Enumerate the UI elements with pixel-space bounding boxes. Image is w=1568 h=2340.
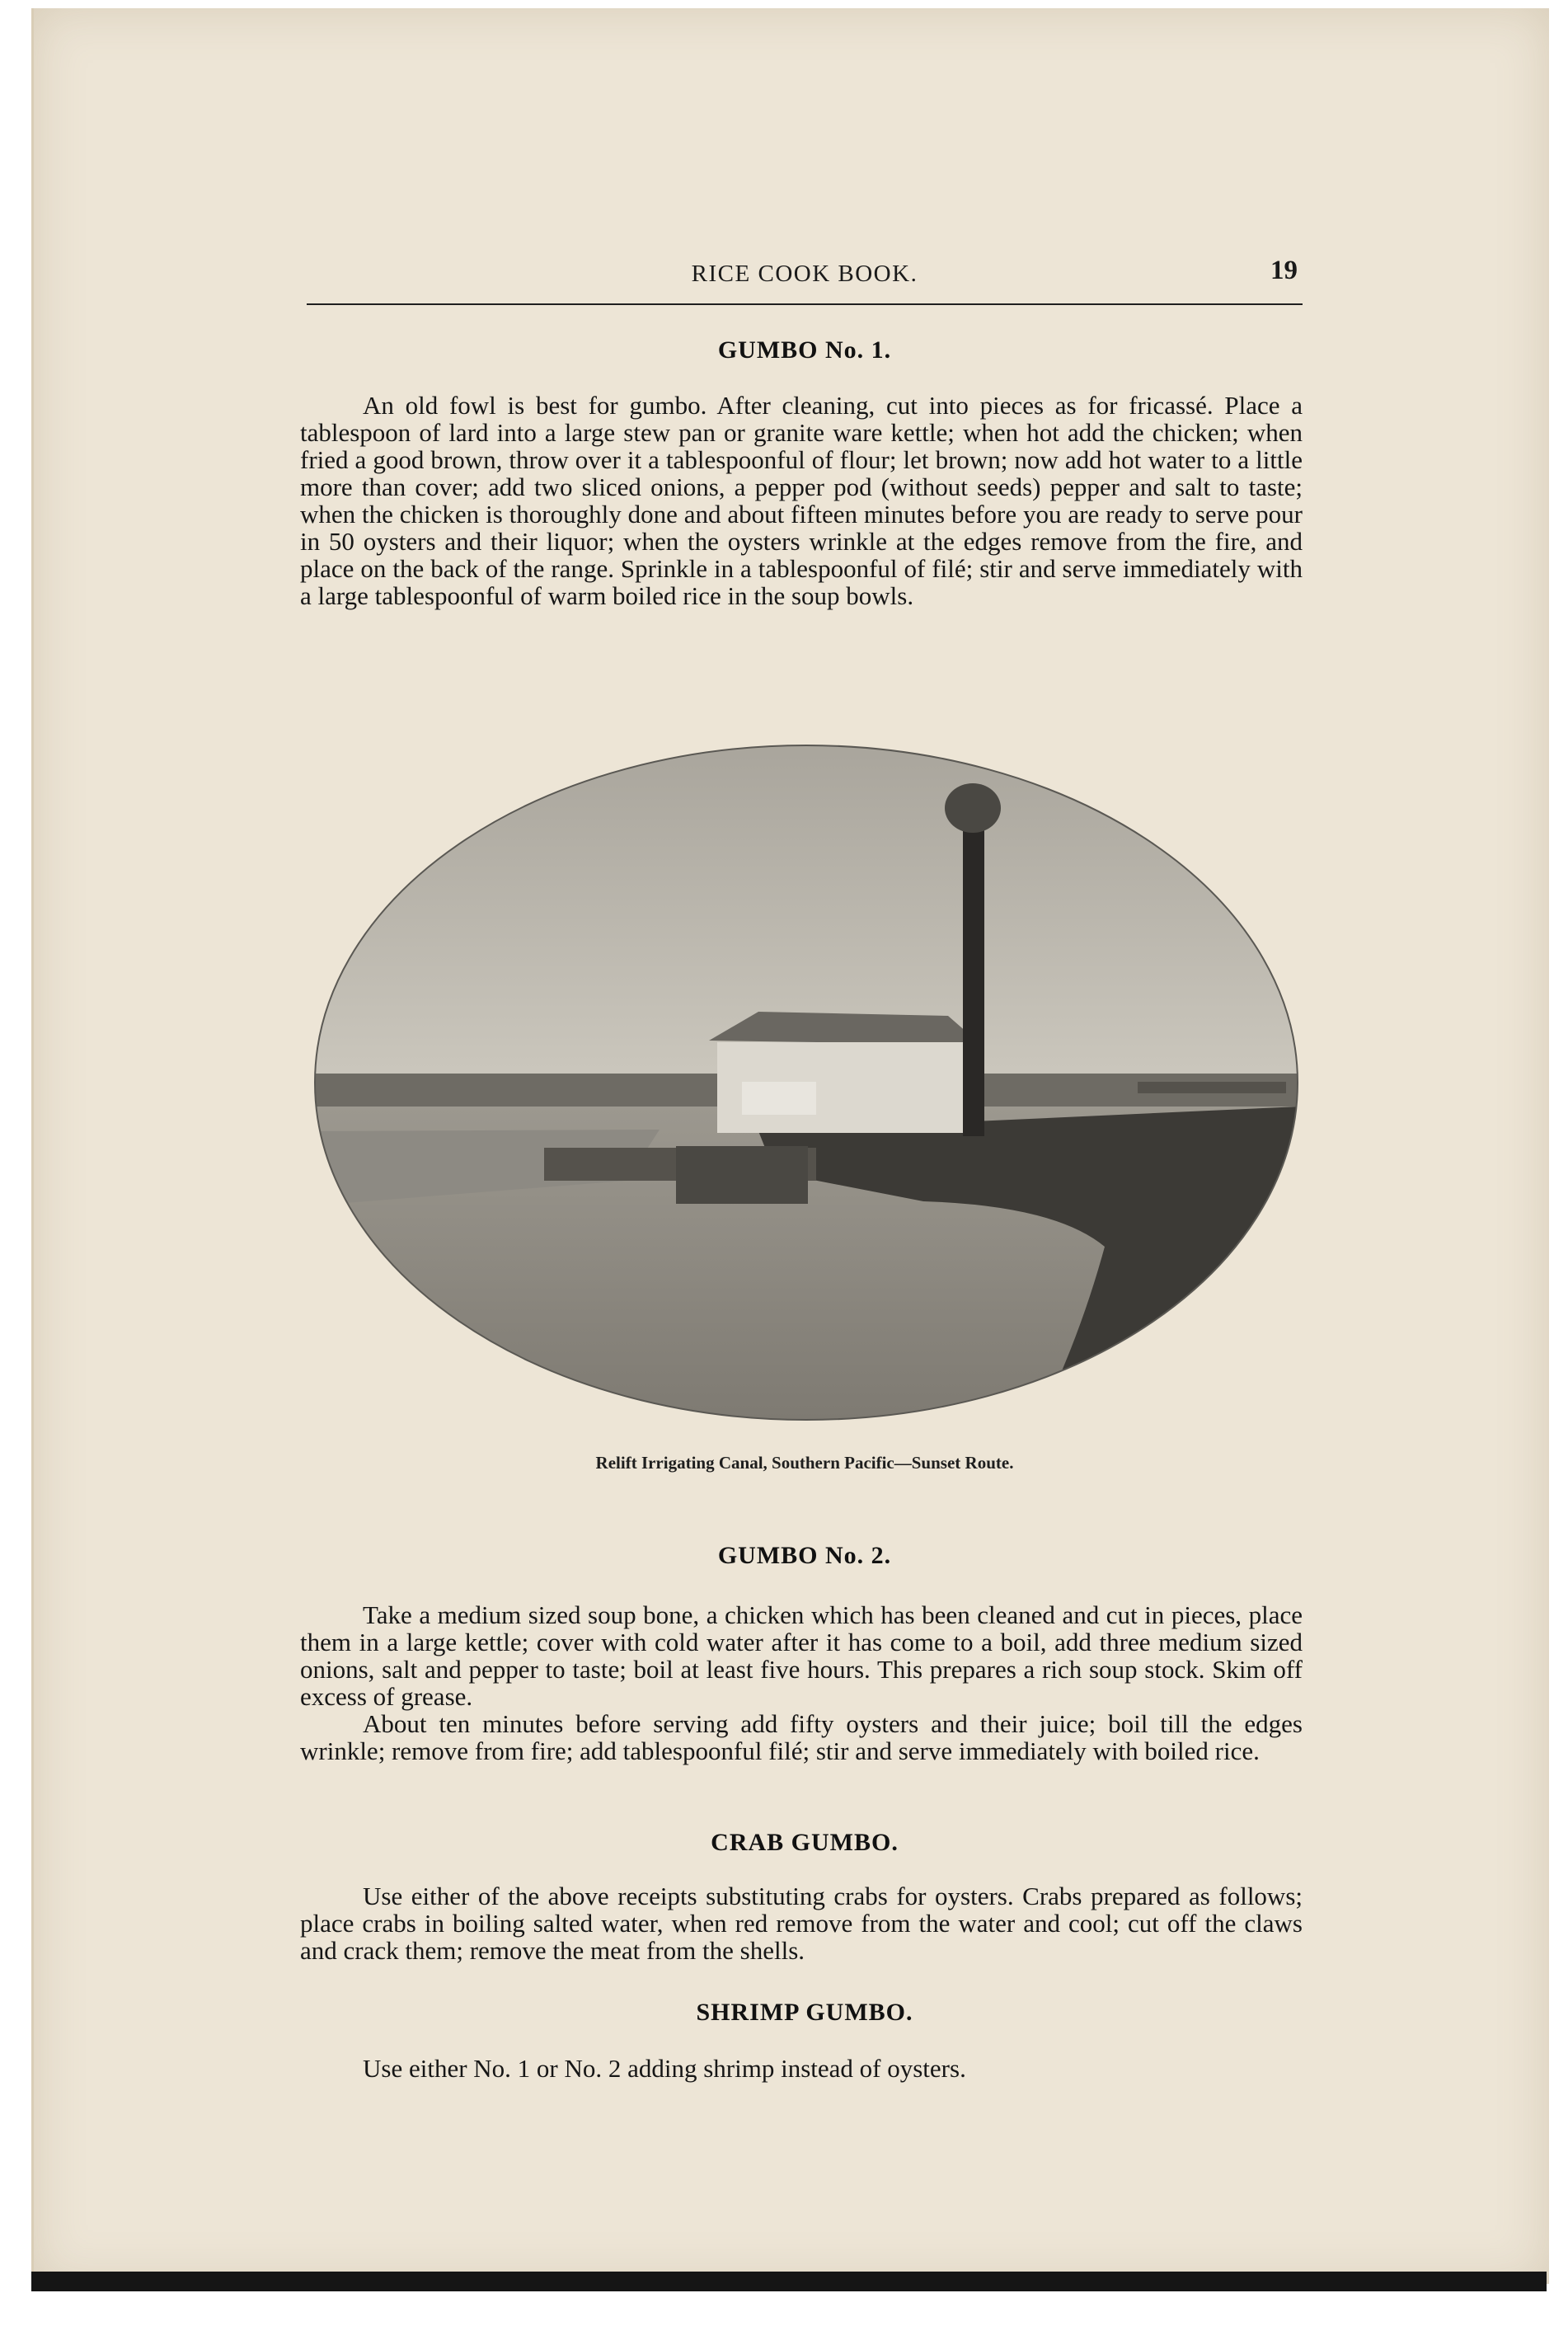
page-header: [307, 256, 1303, 305]
gumbo-1-heading: GUMBO No. 1.: [717, 336, 892, 364]
crab-gumbo-heading: CRAB GUMBO.: [711, 1829, 899, 1856]
photo-weir: [676, 1146, 808, 1204]
photo-building-shed: [742, 1082, 816, 1115]
page-number: 19: [1270, 256, 1298, 285]
running-title: RICE COOK BOOK.: [691, 261, 918, 287]
gumbo-1-paragraph: An old fowl is best for gumbo. After cleaning, cut into pieces as for fricassé. Place a tablespoon of lard into a large stew pan or granite ware kettle; when hot add the chicken; when fried a good brown, throw over it a tablespoonful of flour; let brown; now add hot water to a little more than cover; add two sliced onions, a pepper pod (without seeds) pepper and salt to taste; when the chicken is thoroughly done and about fifteen minutes before you are ready to serve pour in 50 oysters and their liquor; when the oysters wrinkle at the edges remove from the fire, and place on the back of the range. Sprinkle in a tablespoonful of filé; stir and serve immediately with a large tablespoonful of warm boiled rice in the soup bowls.: [300, 391, 1303, 610]
photo-chimney: [963, 823, 984, 1136]
photo-right-structure: [1138, 1082, 1286, 1093]
shrimp-gumbo-text: [300, 2055, 1303, 2082]
shrimp-gumbo-paragraph: Use either No. 1 or No. 2 adding shrimp instead of oysters.: [363, 2054, 966, 2083]
crab-gumbo-paragraph: Use either of the above receipts substituting crabs for oysters. Crabs prepared as follows; place crabs in boiling salted water, when red remove from the water and cool; cut off the claws and crack them; remove the meat from the shells.: [300, 1882, 1303, 1965]
page-edge-shadow: [31, 2272, 1547, 2291]
gumbo-2-text: [300, 1601, 1303, 1764]
photo-smoke: [945, 783, 1001, 833]
canal-photograph: [313, 744, 1299, 1421]
gumbo-2-heading: GUMBO No. 2.: [717, 1542, 892, 1569]
gumbo-2-paragraph-2: About ten minutes before serving add fifty oysters and their juice; boil till the edges wrinkle; remove from fire; add tablespoonful filé; stir and serve immediately with boiled rice.: [300, 1709, 1303, 1765]
photo-caption: Relift Irrigating Canal, Southern Pacific—Sunset Route.: [595, 1453, 1014, 1473]
gumbo-2-paragraph-1: Take a medium sized soup bone, a chicken which has been cleaned and cut in pieces, place them in a large kettle; cover with cold water after it has come to a boil, add three medium sized onions, salt and pepper to taste; boil at least five hours. This prepares a rich soup stock. Skim off excess of grease.: [300, 1600, 1303, 1711]
gumbo-1-text: [300, 392, 1303, 609]
crab-gumbo-text: [300, 1882, 1303, 1964]
shrimp-gumbo-heading: SHRIMP GUMBO.: [696, 1999, 913, 2026]
